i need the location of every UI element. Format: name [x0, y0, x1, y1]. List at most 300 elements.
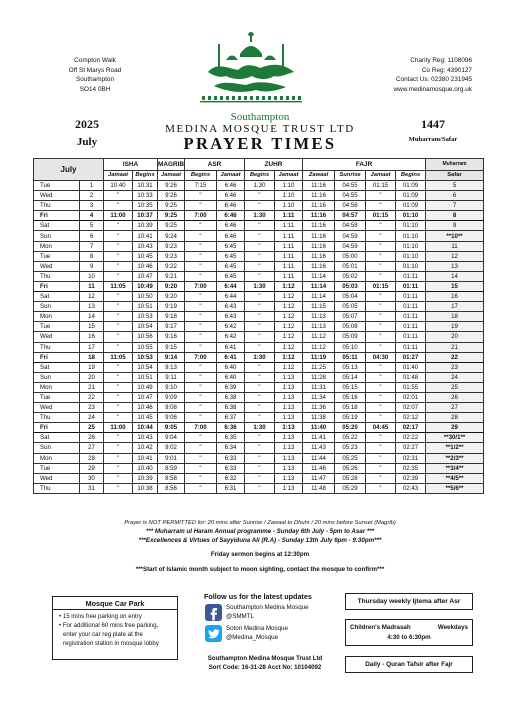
time-cell: " [104, 372, 133, 382]
hijri-date-cell: **4/5** [426, 473, 484, 483]
time-cell: " [245, 312, 275, 322]
time-cell: 04:45 [366, 423, 396, 433]
time-cell: 9:19 [158, 302, 185, 312]
table-row [34, 211, 484, 221]
month-column-header: July [34, 159, 104, 181]
time-cell: 11:13 [303, 322, 335, 332]
time-cell: " [104, 392, 133, 402]
time-cell: 02:43 [396, 483, 426, 493]
subheader: Jamaat [158, 171, 185, 181]
time-cell: 11:15 [303, 302, 335, 312]
time-cell: 01:10 [396, 261, 426, 271]
time-cell: 05:28 [335, 473, 366, 483]
time-cell: " [245, 453, 275, 463]
hijri-date-cell: 7 [426, 201, 484, 211]
time-cell: " [104, 483, 133, 493]
hijri-date-cell: 18 [426, 312, 484, 322]
time-cell: " [185, 312, 217, 322]
time-cell: " [185, 413, 217, 423]
address-line: SO14 0BH [79, 85, 111, 93]
subheader: Jamaat [275, 171, 303, 181]
address-line: Southampton [75, 76, 115, 84]
bank-details: Sort Code: 16-31-28 Acct No: 10104092 [208, 664, 322, 671]
hijri-date-cell: 17 [426, 302, 484, 312]
table-header-row [34, 159, 484, 171]
time-cell: " [185, 463, 217, 473]
date-cell: 30 [80, 473, 104, 483]
time-cell: 11:36 [303, 403, 335, 413]
time-cell: 10:53 [133, 352, 158, 362]
table-row [34, 433, 484, 443]
time-cell: 05:16 [335, 392, 366, 402]
time-cell: 02:01 [396, 392, 426, 402]
mosque-logo-icon [196, 30, 306, 112]
time-cell: 01:10 [396, 221, 426, 231]
time-cell: " [245, 433, 275, 443]
muharram-header: Muharram [426, 159, 484, 171]
time-cell: 9:11 [158, 372, 185, 382]
time-cell: 01:15 [366, 181, 396, 191]
time-cell: " [185, 372, 217, 382]
islamic-month-note: ***Start of Islamic month subject to moon sighting, contact the mosque to confirm*** [135, 566, 385, 573]
time-cell: " [366, 322, 396, 332]
time-cell: " [104, 302, 133, 312]
time-cell: 9:18 [158, 312, 185, 322]
time-cell: " [366, 312, 396, 322]
table-row [34, 463, 484, 473]
gregorian-month: July [76, 136, 98, 148]
time-cell: " [104, 322, 133, 332]
fajr-header: FAJR [303, 159, 426, 171]
hijri-date-cell: **1/2** [426, 443, 484, 453]
zuhr-header: ZUHR [245, 159, 303, 171]
time-cell: 8:59 [158, 463, 185, 473]
time-cell: 9:22 [158, 261, 185, 271]
prayer-times-table [33, 158, 484, 494]
time-cell: 1:30 [245, 423, 275, 433]
time-cell: 11:05 [104, 352, 133, 362]
time-cell: 1:12 [275, 281, 303, 291]
hijri-date-cell: 21 [426, 342, 484, 352]
time-cell: 6:33 [217, 453, 245, 463]
mosque-contact [360, 56, 472, 94]
subheader: Jamaat [366, 171, 396, 181]
time-cell: 7:00 [185, 211, 217, 221]
hijri-months: Muharram/Safar [408, 136, 458, 143]
table-row [34, 413, 484, 423]
time-cell: 9:09 [158, 392, 185, 402]
date-cell: 18 [80, 352, 104, 362]
day-cell: Sun [34, 231, 80, 241]
time-cell: 04:55 [335, 191, 366, 201]
time-cell: 11:43 [303, 443, 335, 453]
facebook-name: Southampton Medina Mosque [226, 604, 309, 611]
day-cell: Fri [34, 211, 80, 221]
hijri-date-cell: **3/4** [426, 463, 484, 473]
table-row [34, 281, 484, 291]
time-cell: 05:23 [335, 443, 366, 453]
date-cell: 16 [80, 332, 104, 342]
subheader: Begins [133, 171, 158, 181]
time-cell: " [245, 372, 275, 382]
time-cell: 1:30 [245, 181, 275, 191]
time-cell: 02:12 [396, 413, 426, 423]
time-cell: " [104, 241, 133, 251]
day-cell: Sat [34, 221, 80, 231]
hijri-date-cell: 11 [426, 241, 484, 251]
time-cell: " [245, 413, 275, 423]
time-cell: " [245, 443, 275, 453]
time-cell: " [104, 332, 133, 342]
hijri-date-cell: 14 [426, 271, 484, 281]
time-cell: 9:20 [158, 292, 185, 302]
table-row [34, 483, 484, 493]
time-cell: 7:15 [185, 181, 217, 191]
time-cell: 02:22 [396, 433, 426, 443]
hijri-date-cell: **5/6** [426, 483, 484, 493]
date-cell: 27 [80, 443, 104, 453]
time-cell: 9:24 [158, 231, 185, 241]
subheader: Begins [396, 171, 426, 181]
time-cell: 05:14 [335, 372, 366, 382]
time-cell: 6:41 [217, 352, 245, 362]
date-cell: 13 [80, 302, 104, 312]
time-cell: 1:13 [275, 453, 303, 463]
time-cell: 11:16 [303, 251, 335, 261]
hijri-date-cell: 5 [426, 181, 484, 191]
time-cell: 11:16 [303, 261, 335, 271]
hijri-date-cell: 6 [426, 191, 484, 201]
date-cell: 6 [80, 231, 104, 241]
time-cell: 1:30 [245, 211, 275, 221]
twitter-icon [205, 625, 222, 642]
time-cell: 10:47 [133, 271, 158, 281]
time-cell: 1:12 [275, 352, 303, 362]
logo-city: Southampton [230, 111, 290, 123]
time-cell: 9:21 [158, 271, 185, 281]
time-cell: 6:38 [217, 403, 245, 413]
time-cell: " [245, 261, 275, 271]
time-cell: " [185, 191, 217, 201]
time-cell: 10:31 [133, 181, 158, 191]
time-cell: 10:54 [133, 362, 158, 372]
date-cell: 19 [80, 362, 104, 372]
time-cell: 05:25 [335, 453, 366, 463]
time-cell: 10:50 [133, 292, 158, 302]
time-cell: 9:25 [158, 221, 185, 231]
date-cell: 12 [80, 292, 104, 302]
time-cell: 11:16 [303, 211, 335, 221]
car-park-line: • 15 mins free parking on entry [59, 613, 142, 620]
time-cell: 11:16 [303, 201, 335, 211]
time-cell: 1:11 [275, 221, 303, 231]
facebook-link[interactable] [205, 604, 345, 622]
time-cell: " [245, 332, 275, 342]
time-cell: 6:42 [217, 322, 245, 332]
car-park-title: Mosque Car Park [53, 597, 177, 610]
date-cell: 22 [80, 392, 104, 402]
time-cell: 1:12 [275, 302, 303, 312]
time-cell: 1:13 [275, 433, 303, 443]
magrib-header: MAGRIB [158, 159, 185, 171]
time-cell: " [245, 473, 275, 483]
time-cell: 02:39 [396, 473, 426, 483]
date-cell: 21 [80, 382, 104, 392]
time-cell: " [366, 473, 396, 483]
time-cell: " [245, 302, 275, 312]
date-cell: 26 [80, 433, 104, 443]
time-cell: " [185, 241, 217, 251]
time-cell: 1:13 [275, 483, 303, 493]
time-cell: 1:11 [275, 251, 303, 261]
time-cell: 11:31 [303, 382, 335, 392]
table-row [34, 423, 484, 433]
time-cell: 6:35 [217, 433, 245, 443]
table-row [34, 443, 484, 453]
date-cell: 17 [80, 342, 104, 352]
mosque-address [40, 56, 150, 94]
time-cell: " [185, 443, 217, 453]
time-cell: 05:09 [335, 332, 366, 342]
time-cell: 1:13 [275, 372, 303, 382]
time-cell: 6:38 [217, 392, 245, 402]
day-cell: Fri [34, 423, 80, 433]
date-cell: 2 [80, 191, 104, 201]
table-row [34, 372, 484, 382]
table-row [34, 251, 484, 261]
time-cell: " [366, 392, 396, 402]
time-cell: 01:09 [396, 201, 426, 211]
time-cell: " [185, 453, 217, 463]
time-cell: 01:11 [396, 281, 426, 291]
time-cell: 11:14 [303, 271, 335, 281]
time-cell: 6:32 [217, 473, 245, 483]
time-cell: 1:11 [275, 241, 303, 251]
time-cell: 6:45 [217, 241, 245, 251]
madrasah-box [345, 619, 473, 646]
day-cell: Tue [34, 463, 80, 473]
day-cell: Wed [34, 261, 80, 271]
time-cell: 1:13 [275, 403, 303, 413]
date-cell: 3 [80, 201, 104, 211]
time-cell: " [366, 382, 396, 392]
time-cell: " [245, 382, 275, 392]
time-cell: " [185, 403, 217, 413]
time-cell: 10:38 [133, 483, 158, 493]
time-cell: 1:13 [275, 423, 303, 433]
time-cell: 11:14 [303, 292, 335, 302]
table-row [34, 191, 484, 201]
time-cell: 11:16 [303, 221, 335, 231]
time-cell: 01:55 [396, 382, 426, 392]
time-cell: " [104, 201, 133, 211]
time-cell: " [104, 292, 133, 302]
time-cell: 1:13 [275, 382, 303, 392]
time-cell: 10:40 [104, 181, 133, 191]
time-cell: 10:56 [133, 332, 158, 342]
time-cell: 04:57 [335, 211, 366, 221]
time-cell: 6:45 [217, 251, 245, 261]
time-cell: 02:07 [396, 403, 426, 413]
hijri-date-cell: 25 [426, 382, 484, 392]
time-cell: 11:40 [303, 423, 335, 433]
ijtema-text: Thursday weekly Ijtema after Asr [357, 598, 461, 605]
time-cell: 10:39 [133, 473, 158, 483]
day-cell: Wed [34, 403, 80, 413]
time-cell: " [245, 231, 275, 241]
time-cell: 01:11 [396, 302, 426, 312]
time-cell: 11:00 [104, 211, 133, 221]
time-cell: " [366, 483, 396, 493]
time-cell: 10:51 [133, 302, 158, 312]
time-cell: 05:22 [335, 433, 366, 443]
madrasah-days: Weekdays [437, 624, 468, 631]
time-cell: " [245, 191, 275, 201]
subheader: Jamaat [217, 171, 245, 181]
time-cell: 6:46 [217, 231, 245, 241]
time-cell: 10:49 [133, 281, 158, 291]
day-cell: Sat [34, 362, 80, 372]
time-cell: " [185, 221, 217, 231]
time-cell: 04:30 [366, 352, 396, 362]
table-row [34, 292, 484, 302]
hijri-date-cell: **10** [426, 231, 484, 241]
car-park-box [52, 596, 178, 660]
time-cell: 7:00 [185, 281, 217, 291]
table-row [34, 352, 484, 362]
time-cell: " [245, 463, 275, 473]
time-cell: " [245, 483, 275, 493]
madrasah-time: 4:30 to 6:30pm [387, 634, 431, 641]
time-cell: 11:16 [303, 231, 335, 241]
time-cell: 04:58 [335, 221, 366, 231]
time-cell: " [104, 453, 133, 463]
social-heading: Follow us for the latest updates [204, 592, 312, 601]
hijri-date-cell: **30/1** [426, 433, 484, 443]
hijri-year: 1447 [421, 117, 445, 131]
time-cell: 9:08 [158, 403, 185, 413]
time-cell: 9:05 [158, 423, 185, 433]
time-cell: 05:15 [335, 382, 366, 392]
date-cell: 14 [80, 312, 104, 322]
time-cell: " [366, 201, 396, 211]
friday-sermon-note: Friday sermon begins at 12:30pm [210, 551, 310, 558]
madrasah-label: Children's Madrasah [350, 624, 411, 631]
table-row [34, 302, 484, 312]
hijri-date-cell: 29 [426, 423, 484, 433]
time-cell: 1:12 [275, 332, 303, 342]
day-cell: Tue [34, 392, 80, 402]
date-cell: 28 [80, 453, 104, 463]
time-cell: 9:01 [158, 453, 185, 463]
date-cell: 1 [80, 181, 104, 191]
time-cell: 05:04 [335, 292, 366, 302]
subheader: Zawaal [303, 171, 335, 181]
hijri-date-cell: 22 [426, 352, 484, 362]
time-cell: " [185, 322, 217, 332]
time-cell: 1:10 [275, 201, 303, 211]
time-cell: 6:31 [217, 483, 245, 493]
time-cell: 11:00 [104, 423, 133, 433]
time-cell: 1:11 [275, 271, 303, 281]
time-cell: 10:49 [133, 382, 158, 392]
time-cell: 01:48 [396, 372, 426, 382]
table-row [34, 231, 484, 241]
time-cell: 01:10 [396, 251, 426, 261]
day-cell: Mon [34, 382, 80, 392]
time-cell: " [245, 322, 275, 332]
time-cell: 05:08 [335, 322, 366, 332]
time-cell: " [104, 433, 133, 443]
time-cell: 9:26 [158, 191, 185, 201]
time-cell: 6:33 [217, 463, 245, 473]
day-cell: Tue [34, 251, 80, 261]
time-cell: " [366, 292, 396, 302]
time-cell: " [245, 221, 275, 231]
car-park-line: • For additional 60 mins free parking, [59, 622, 159, 629]
table-row [34, 392, 484, 402]
time-cell: 01:09 [396, 181, 426, 191]
time-cell: 1:11 [275, 231, 303, 241]
time-cell: 9:04 [158, 433, 185, 443]
website-link[interactable]: www.medinamosque.org.uk [393, 85, 472, 93]
time-cell: 01:40 [396, 362, 426, 372]
day-cell: Wed [34, 332, 80, 342]
time-cell: 6:37 [217, 413, 245, 423]
date-cell: 9 [80, 261, 104, 271]
hijri-date-cell: 27 [426, 403, 484, 413]
time-cell: " [185, 362, 217, 372]
date-cell: 15 [80, 322, 104, 332]
address-line: Compton Walk [74, 57, 116, 64]
time-cell: 04:59 [335, 231, 366, 241]
subheader: Safar [426, 171, 484, 181]
time-cell: 9:15 [158, 342, 185, 352]
time-cell: 6:36 [217, 423, 245, 433]
time-cell: 11:16 [303, 191, 335, 201]
hijri-date-cell: 26 [426, 392, 484, 402]
time-cell: 10:55 [133, 342, 158, 352]
date-cell: 29 [80, 463, 104, 473]
time-cell: 01:11 [396, 342, 426, 352]
time-cell: 11:28 [303, 372, 335, 382]
day-cell: Tue [34, 322, 80, 332]
table-row [34, 362, 484, 372]
tafsir-text: Daily - Quran Tafsir after Fajr [365, 661, 453, 668]
time-cell: 11:13 [303, 312, 335, 322]
time-cell: 11:47 [303, 473, 335, 483]
time-cell: 1:13 [275, 443, 303, 453]
time-cell: 05:03 [335, 281, 366, 291]
time-cell: 10:53 [133, 312, 158, 322]
time-cell: 1:10 [275, 181, 303, 191]
day-cell: Thu [34, 201, 80, 211]
bank-name: Southampton Medina Mosque Trust Ltd [207, 655, 323, 662]
contact-phone: Contact Us: 02380 231945 [395, 76, 472, 84]
time-cell: 01:11 [396, 322, 426, 332]
hijri-date-cell: 20 [426, 332, 484, 342]
time-cell: " [245, 342, 275, 352]
time-cell: " [185, 342, 217, 352]
day-cell: Thu [34, 483, 80, 493]
isha-header: ISHA [104, 159, 158, 171]
time-cell: 10:51 [133, 372, 158, 382]
time-cell: " [366, 231, 396, 241]
time-cell: " [185, 382, 217, 392]
time-cell: 1:11 [275, 261, 303, 271]
company-reg: Co Reg: 4390127 [421, 66, 472, 74]
twitter-link[interactable] [205, 625, 345, 643]
